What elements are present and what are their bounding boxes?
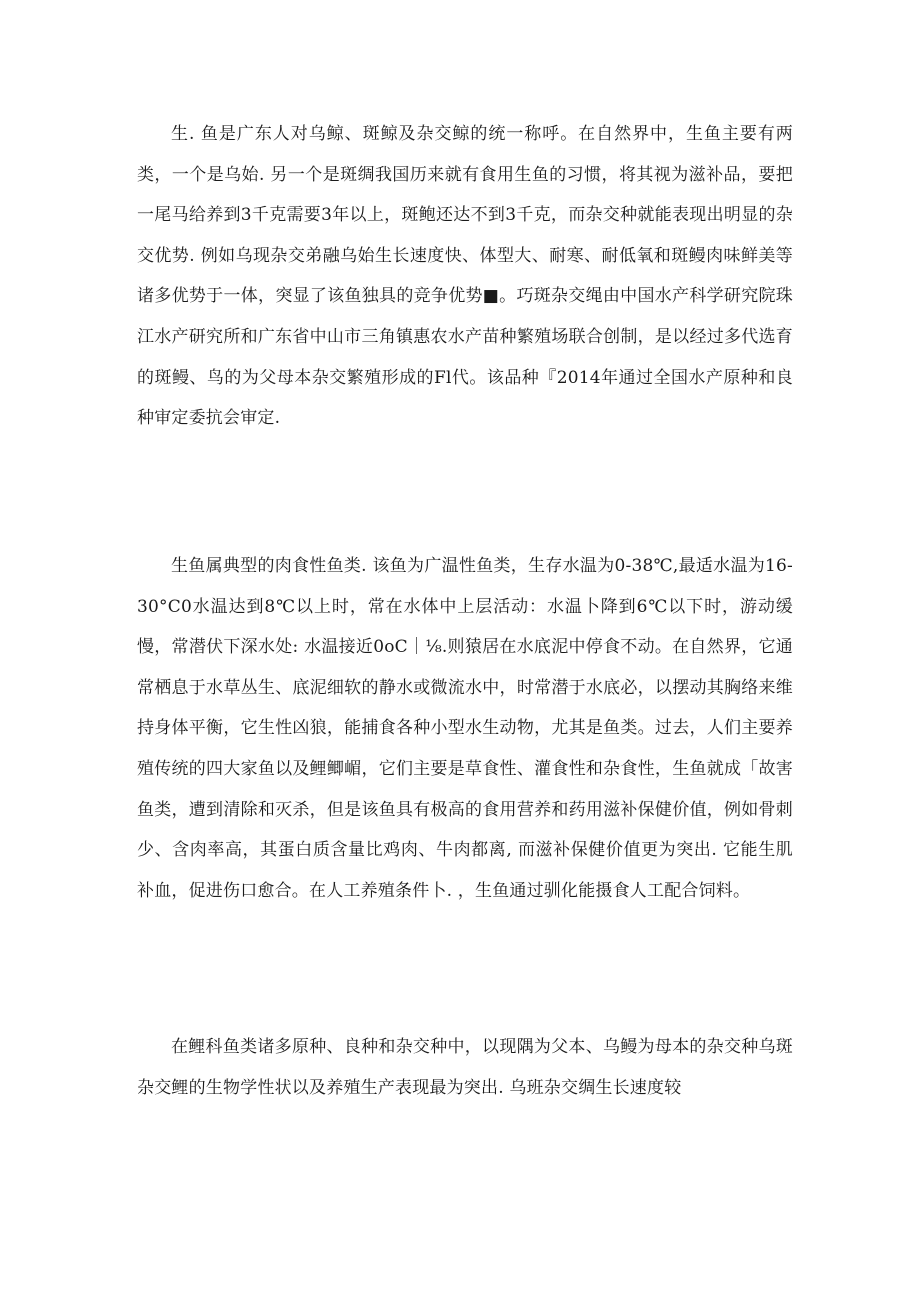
paragraph-3: 在鲤科鱼类诸多原种、良种和杂交种中，以现隅为父本、乌鳗为母本的杂交种乌斑杂交鲤的生物学性状以及养殖生产表现最为突出. 乌班杂交绸生长速度较 <box>137 1037 793 1098</box>
paragraph-2: 生鱼属典型的肉食性鱼类. 该鱼为广温性鱼类，生存水温为0-38℃,最适水温为16-30°C0水温达到8℃以上时，常在水体中上层活动：水温卜降到6℃以下时，游动缓慢，常潜伏下深水处: 水温接近0oC｜⅛.则猿居在水底泥中停食不动。在自然界，它通常栖息于水草丛生、底泥细软的静水或微流水中，时常潜于水底必，以摆动其胸络来维持身体平衡，它生性凶狼，能捕食各种小型水生动物，尤其是鱼类。过去，人们主要养殖传统的四大家鱼以及鲤鲫嵋，它们主要是草食性、灌食性和杂食性，生鱼就成「故害鱼类，遭到清除和灭杀，但是该鱼具有极高的食用营养和药用滋补保健价值，例如骨刺少、含肉率高，其蛋白质含量比鸡肉、牛肉都离, 而滋补保健价值更为突出. 它能生肌补血，促进伤口愈合。在人工养殖条件卜. ，生鱼通过驯化能摄食人工配合饲料。 <box>137 556 793 901</box>
paragraph-1: 生. 鱼是广东人对乌鲸、斑鲸及杂交鲸的统一称呼。在自然界中，生鱼主要有两类，一个是乌始. 另一个是斑绸我国历来就有食用生鱼的习惯，将其视为滋补品，要把一尾马给养到3千克需要3年以上，斑鲍还达不到3千克，而杂交种就能表现出明显的杂交优势. 例如乌现杂交弟融乌始生长速度快、体型大、耐寒、耐低氧和斑鳗肉味鲜美等诸多优势于一体，突显了该鱼独具的竞争优势■。巧斑杂交绳由中国水产科学研究院珠江水产研究所和广东省中山市三角镇惠农水产苗种繁殖场联合创制，是以经过多代选育的斑鳗、鸟的为父母本杂交繁殖形成的Fl代。该品种『2014年通过全国水产原种和良种审定委抗会审定. <box>137 124 793 429</box>
